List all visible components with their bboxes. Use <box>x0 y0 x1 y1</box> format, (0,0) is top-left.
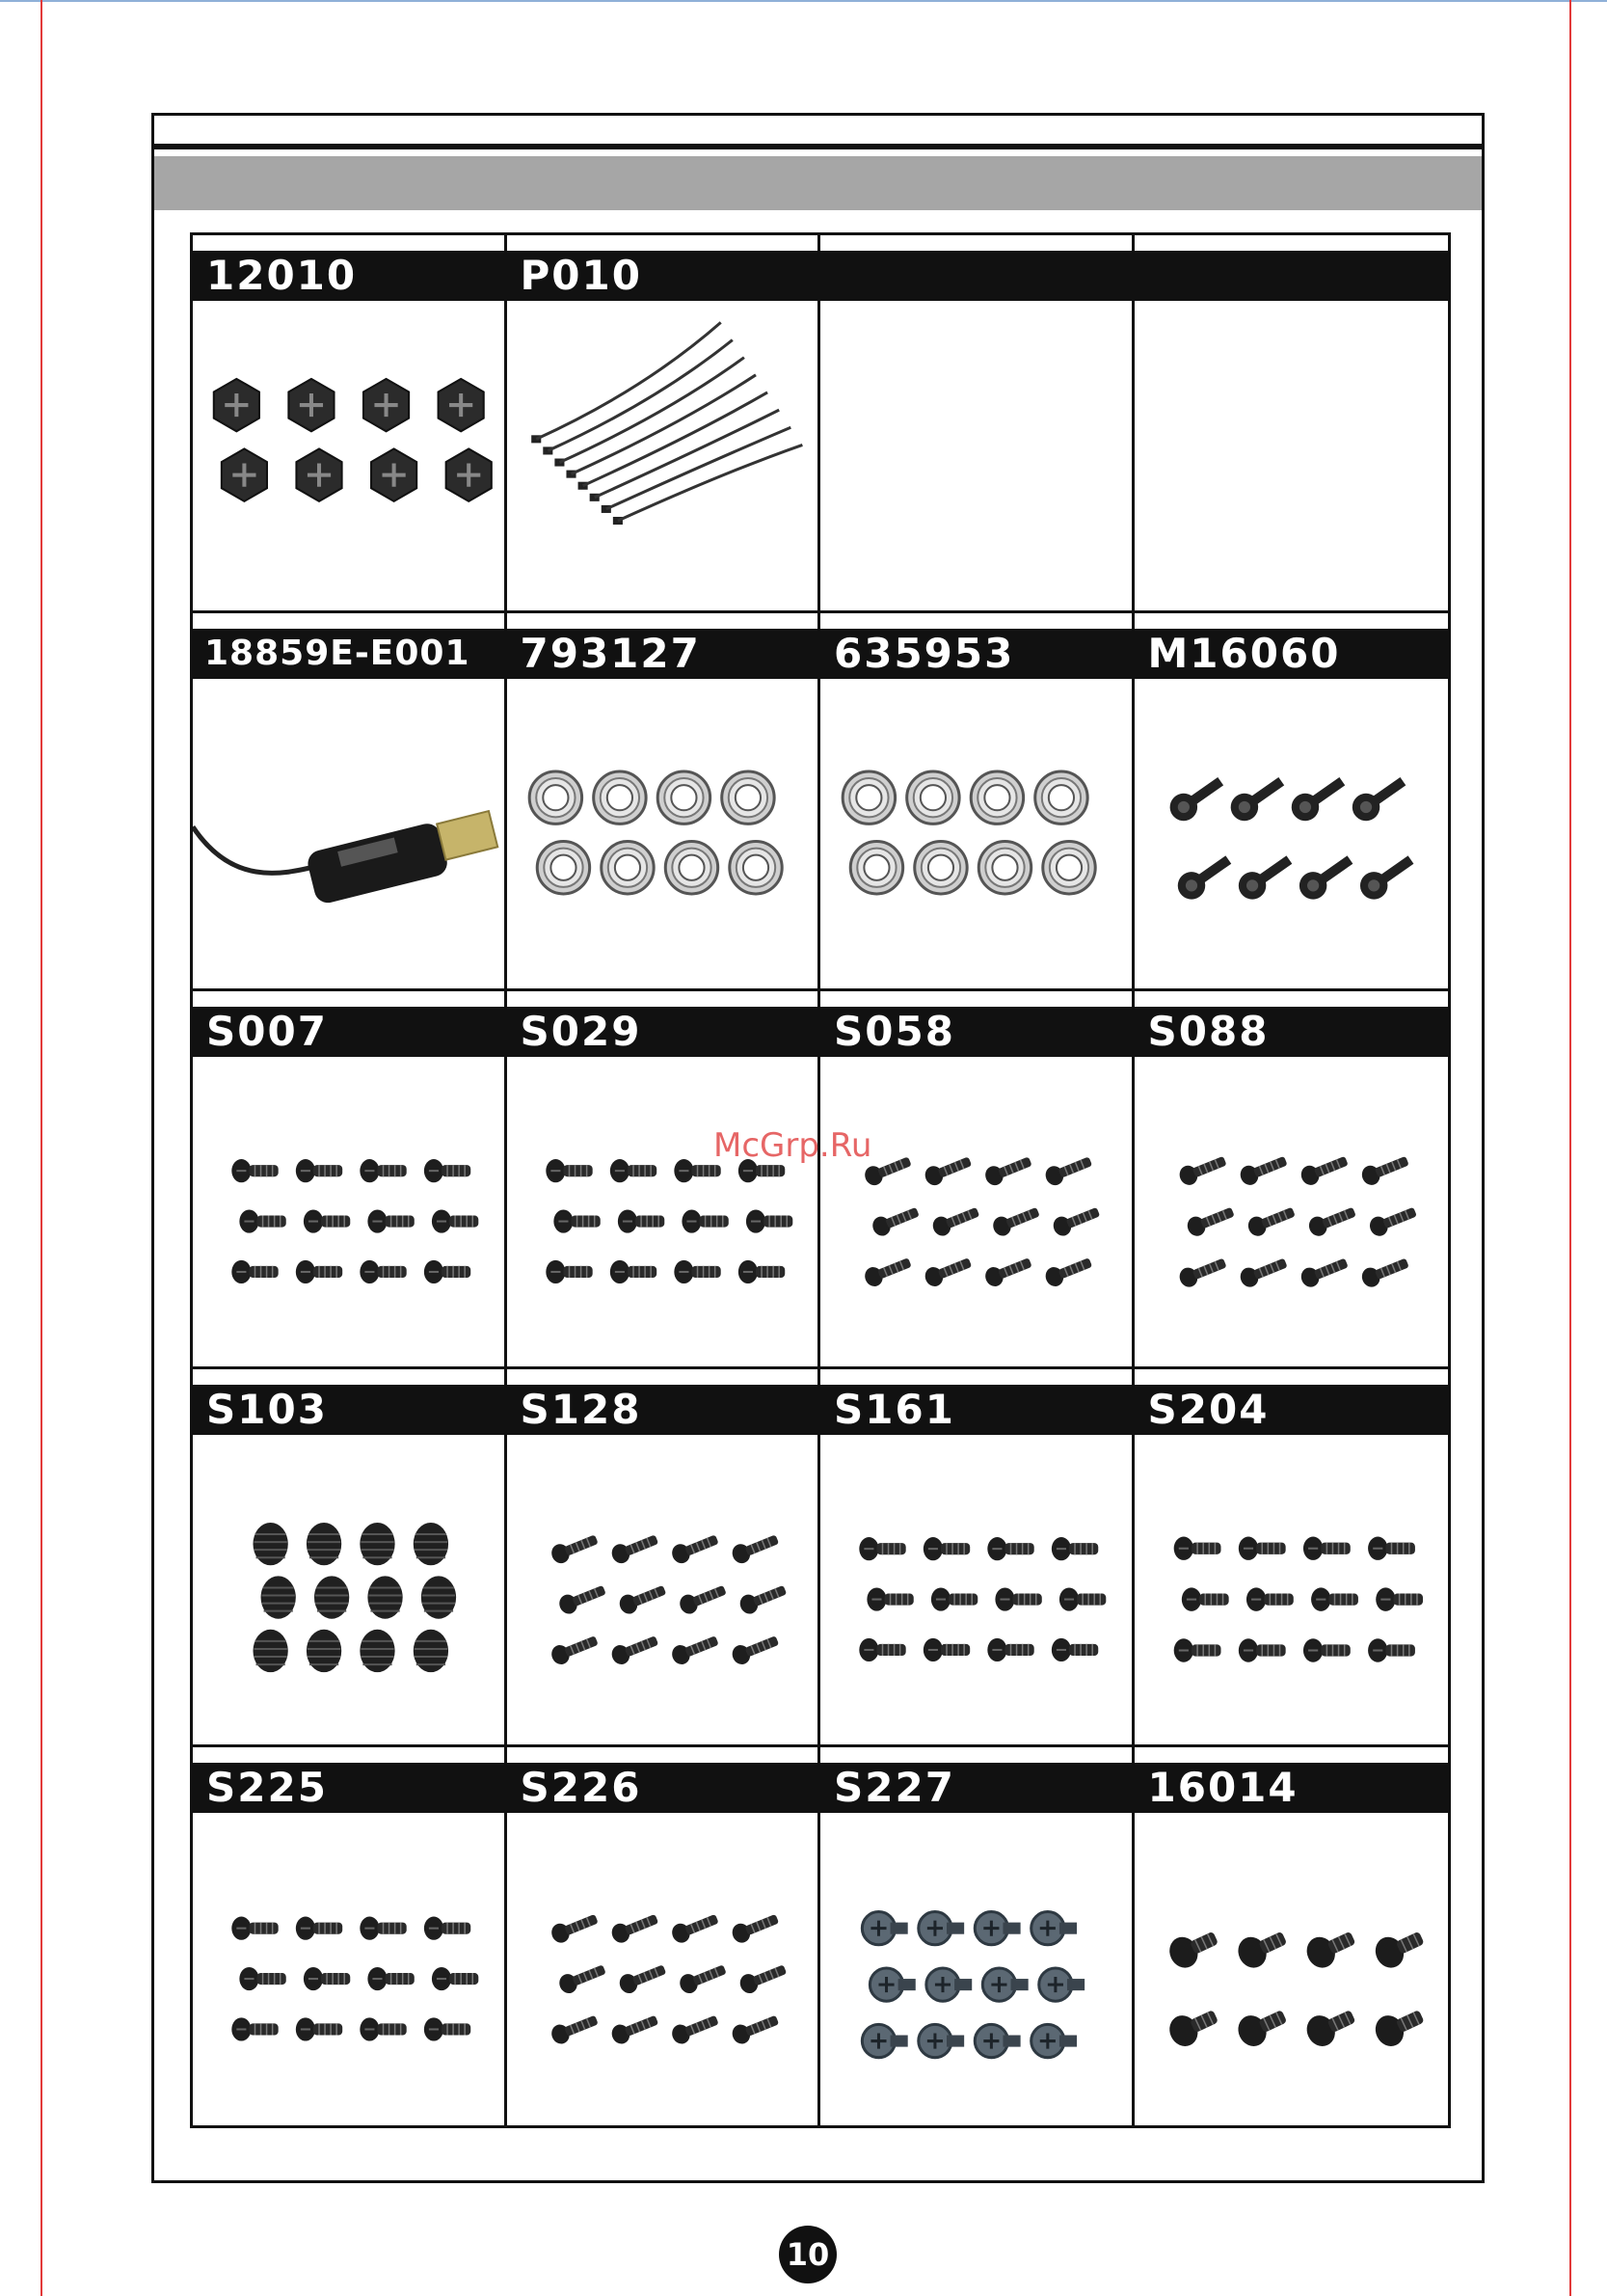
part-image <box>507 1063 818 1366</box>
part-illustration-screws-short <box>1135 1819 1449 2125</box>
part-image <box>1135 1819 1449 2125</box>
part-image <box>193 1063 504 1366</box>
part-cell <box>1135 991 1449 1369</box>
part-illustration-flange-screws <box>820 1819 1132 2125</box>
part-code: S226 <box>520 1764 642 1811</box>
watermark: McGrp.Ru <box>713 1126 872 1165</box>
part-cell <box>507 613 821 991</box>
part-illustration-screws-angled <box>507 1819 818 2125</box>
part-cell <box>507 991 821 1369</box>
part-illustration-body-clip-screws <box>1135 685 1449 988</box>
part-cell <box>507 235 821 613</box>
part-code: M16060 <box>1147 630 1341 677</box>
part-label-bar <box>820 629 1132 679</box>
part-label-bar <box>1135 629 1449 679</box>
header-band <box>154 156 1482 210</box>
part-illustration-bearings <box>820 685 1132 988</box>
part-label-bar <box>507 1763 818 1813</box>
part-label-bar <box>820 1763 1132 1813</box>
page-number: 10 <box>779 2226 837 2283</box>
part-illustration-screws-flat <box>1135 1441 1449 1744</box>
part-cell <box>820 1369 1135 1747</box>
top-edge-line <box>0 0 1607 2</box>
part-cell <box>1135 235 1449 613</box>
part-image <box>507 1441 818 1744</box>
part-code: S058 <box>834 1008 955 1055</box>
part-illustration-screws-angled <box>820 1063 1132 1366</box>
part-illustration-screws-flat <box>193 1063 504 1366</box>
header-rule <box>154 144 1482 149</box>
part-code: S204 <box>1147 1386 1270 1433</box>
part-code: S161 <box>834 1386 955 1433</box>
part-illustration-hex-hubs <box>193 307 504 610</box>
part-illustration-screws-angled <box>1135 1063 1449 1366</box>
part-illustration-bearings <box>507 685 818 988</box>
part-image <box>1135 307 1449 610</box>
part-cell <box>820 613 1135 991</box>
part-label-bar <box>507 251 818 301</box>
part-cell <box>193 613 507 991</box>
part-image <box>193 685 504 988</box>
part-image <box>507 307 818 610</box>
part-cell <box>193 235 507 613</box>
parts-grid <box>190 232 1451 2128</box>
part-image <box>820 1063 1132 1366</box>
part-label-bar <box>1135 1385 1449 1435</box>
part-label-bar <box>193 629 504 679</box>
right-margin-line <box>1569 0 1571 2296</box>
part-cell <box>820 1747 1135 2125</box>
part-code: 635953 <box>834 630 1015 677</box>
part-image <box>820 685 1132 988</box>
part-cell <box>820 991 1135 1369</box>
part-image <box>1135 1441 1449 1744</box>
part-illustration-cable-ties <box>507 307 818 610</box>
part-cell <box>820 235 1135 613</box>
part-code: 18859E-E001 <box>204 634 470 673</box>
part-cell <box>1135 613 1449 991</box>
part-illustration-none <box>820 307 1132 610</box>
part-image <box>507 1819 818 2125</box>
part-label-bar <box>507 1385 818 1435</box>
part-illustration-screws-flat <box>820 1441 1132 1744</box>
part-code: 793127 <box>520 630 701 677</box>
part-label-bar <box>820 1007 1132 1057</box>
part-label-bar <box>507 1007 818 1057</box>
part-code: S225 <box>206 1764 328 1811</box>
part-illustration-grub-screws <box>193 1441 504 1744</box>
part-label-bar <box>820 1385 1132 1435</box>
part-cell <box>193 1747 507 2125</box>
part-image <box>820 307 1132 610</box>
part-illustration-screws-angled <box>507 1441 818 1744</box>
part-code: 16014 <box>1147 1764 1299 1811</box>
part-image <box>193 1441 504 1744</box>
part-illustration-screws-flat <box>193 1819 504 2125</box>
part-label-bar <box>193 1763 504 1813</box>
part-image <box>193 307 504 610</box>
part-code: S029 <box>520 1008 642 1055</box>
part-label-bar <box>193 1385 504 1435</box>
part-cell <box>507 1369 821 1747</box>
part-image <box>1135 1063 1449 1366</box>
part-label-bar <box>820 251 1132 301</box>
left-margin-line <box>40 0 42 2296</box>
part-cell <box>193 991 507 1369</box>
part-illustration-usb-charger <box>193 685 504 988</box>
part-label-bar <box>1135 1007 1449 1057</box>
part-label-bar <box>1135 251 1449 301</box>
part-code: S088 <box>1147 1008 1270 1055</box>
part-code: P010 <box>520 252 642 299</box>
part-image <box>193 1819 504 2125</box>
part-image <box>1135 685 1449 988</box>
part-illustration-none <box>1135 307 1449 610</box>
part-cell <box>1135 1747 1449 2125</box>
part-cell <box>1135 1369 1449 1747</box>
part-label-bar <box>193 1007 504 1057</box>
part-code: S007 <box>206 1008 328 1055</box>
part-image <box>507 685 818 988</box>
part-cell <box>193 1369 507 1747</box>
part-code: S103 <box>206 1386 328 1433</box>
part-label-bar <box>1135 1763 1449 1813</box>
part-code: 12010 <box>206 252 358 299</box>
part-cell <box>507 1747 821 2125</box>
part-code: S128 <box>520 1386 642 1433</box>
part-image <box>820 1819 1132 2125</box>
part-label-bar <box>193 251 504 301</box>
part-code: S227 <box>834 1764 955 1811</box>
part-illustration-screws-flat <box>507 1063 818 1366</box>
part-label-bar <box>507 629 818 679</box>
part-image <box>820 1441 1132 1744</box>
